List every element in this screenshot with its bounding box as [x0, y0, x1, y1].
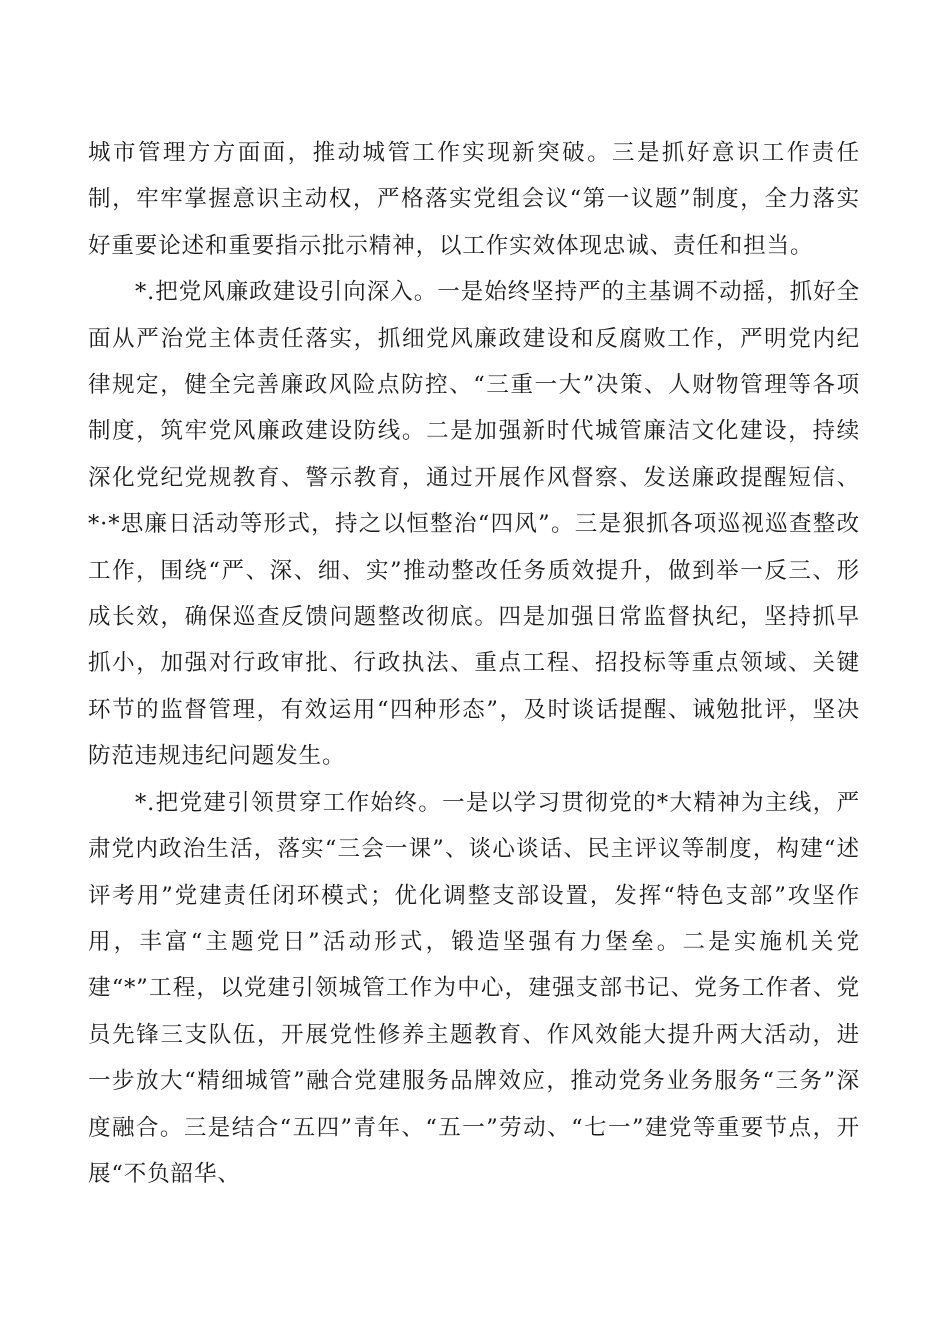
paragraph-1: 城市管理方方面面，推动城管工作实现新突破。三是抓好意识工作责任制，牢牢掌握意识主动权，严格落实党组会议“第一议题”制度，全力落实好重要论述和重要指示批示精神，以工作实效体现忠诚、责任和担当。: [88, 140, 860, 259]
document-body: [88, 130, 860, 1197]
paragraph-3: *.把党建引领贯穿工作始终。一是以学习贯彻党的*大精神为主线，严肃党内政治生活，落实“三会一课”、谈心谈话、民主评议等制度，构建“述评考用”党建责任闭环模式；优化调整支部设置，发挥“特色支部”攻坚作用，丰富“主题党日”活动形式，锻造坚强有力堡垒。二是实施机关党建“*”工程，以党建引领城管工作为中心，建强支部书记、党务工作者、党员先锋三支队伍，开展党性修养主题教育、作风效能大提升两大活动，进一步放大“精细城管”融合党建服务品牌效应，推动党务业务服务“三务”深度融合。三是结合“五四”青年、“五一”劳动、“七一”建党等重要节点，开展“不负韶华、: [88, 789, 860, 1187]
paragraph-2: *.把党风廉政建设引向深入。一是始终坚持严的主基调不动摇，抓好全面从严治党主体责任落实，抓细党风廉政建设和反腐败工作，严明党内纪律规定，健全完善廉政风险点防控、“三重一大”决策、人财物管理等各项制度，筑牢党风廉政建设防线。二是加强新时代城管廉洁文化建设，持续深化党纪党规教育、警示教育，通过开展作风督察、发送廉政提醒短信、*·*思廉日活动等形式，持之以恒整治“四风”。三是狠抓各项巡视巡查整改工作，围绕“严、深、细、实”推动整改任务质效提升，做到举一反三、形成长效，确保巡查反馈问题整改彻底。四是加强日常监督执纪，坚持抓早抓小，加强对行政审批、行政执法、重点工程、招投标等重点领域、关键环节的监督管理，有效运用“四种形态”，及时谈话提醒、诫勉批评，坚决防范违规违纪问题发生。: [88, 279, 860, 770]
